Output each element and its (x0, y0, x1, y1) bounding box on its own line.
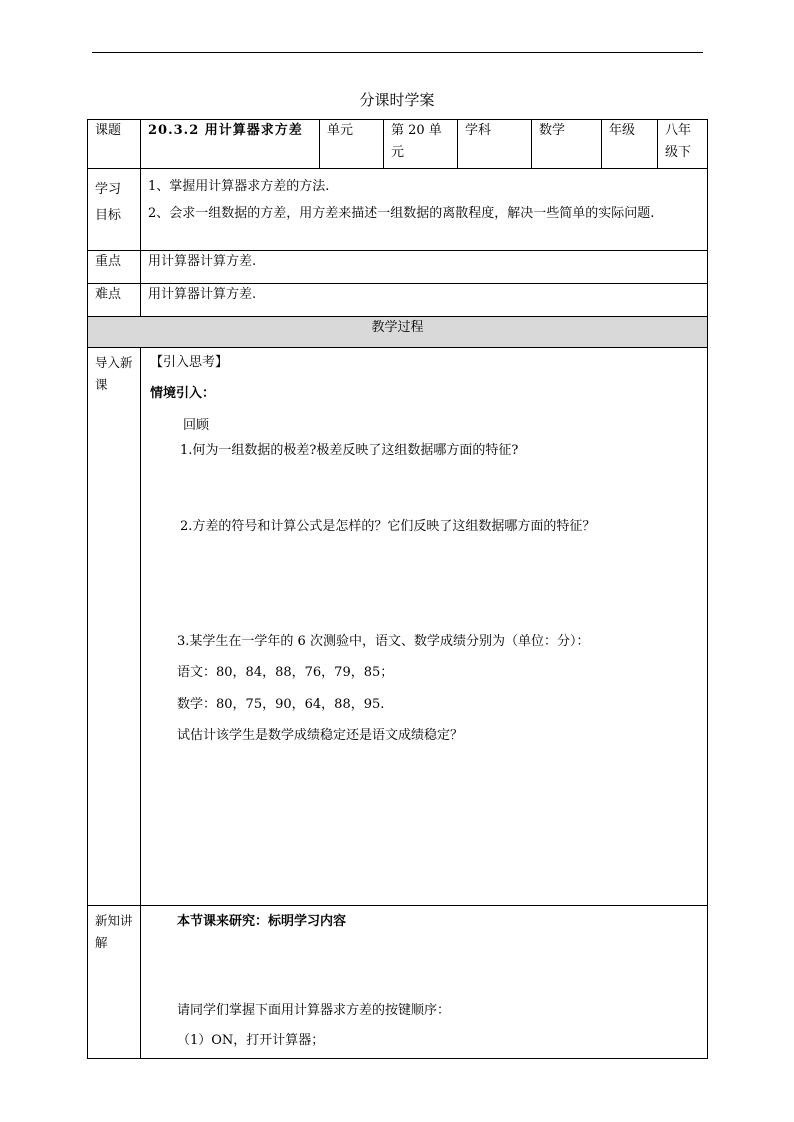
subject-value: 数学 (532, 120, 602, 169)
grade-label: 年级 (602, 120, 658, 169)
step-1: （1）ON，打开计算器； (177, 1033, 325, 1048)
document-title: 分课时学案 (359, 91, 435, 109)
scenario-label: 情境引入： (150, 386, 216, 401)
process-title: 教学过程 (88, 317, 708, 348)
topic-label: 课题 (88, 120, 141, 169)
intro-content (141, 348, 708, 906)
process-header-row (88, 317, 708, 348)
new-knowledge-label: 新知讲解 (88, 906, 141, 1059)
unit-value: 第 20 单元 (384, 120, 458, 169)
estimate-question: 试估计该学生是数学成绩稳定还是语文成绩稳定？ (177, 728, 464, 743)
intro-heading: 【引入思考】 (150, 355, 229, 370)
difficulty-label: 难点 (88, 284, 141, 317)
key-point-label: 重点 (88, 251, 141, 284)
key-sequence-instruction: 请同学们掌握下面用计算器求方差的按键顺序： (177, 1003, 451, 1018)
question-1: 1.何为一组数据的极差?极差反映了这组数据哪方面的特征? (180, 443, 519, 458)
intro-row (88, 348, 708, 906)
review-label: 回顾 (183, 418, 210, 433)
difficulty-value: 用计算器计算方差. (141, 284, 708, 317)
goal-item: 1、掌握用计算器求方差的方法. (148, 179, 330, 194)
goals-content (141, 169, 708, 251)
topic-value: 20.3.2 用计算器求方差 (141, 120, 320, 169)
key-point-row (88, 251, 708, 284)
new-knowledge-content (141, 906, 708, 1059)
chinese-scores: 语文：80，84，88，76，79，85； (177, 665, 394, 680)
header-rule (92, 52, 703, 53)
subject-label: 学科 (458, 120, 532, 169)
question-2: 2.方差的符号和计算公式是怎样的？它们反映了这组数据哪方面的特征？ (180, 519, 596, 534)
key-point-value: 用计算器计算方差. (141, 251, 708, 284)
grade-value: 八年级下 (658, 120, 708, 169)
unit-label: 单元 (320, 120, 384, 169)
header-row (88, 120, 708, 169)
new-knowledge-row (88, 906, 708, 1059)
goals-label: 学习目标 (88, 169, 141, 251)
new-knowledge-heading: 本节课来研究：标明学习内容 (177, 914, 347, 929)
math-scores: 数学：80，75，90，64，88，95. (177, 697, 385, 712)
question-3: 3.某学生在一学年的 6 次测验中，语文、数学成绩分别为（单位：分）： (177, 634, 590, 649)
intro-label: 导入新课 (88, 348, 141, 906)
difficulty-row (88, 284, 708, 317)
goal-item: 2、会求一组数据的方差，用方差来描述一组数据的离散程度，解决一些简单的实际问题. (148, 206, 655, 221)
goals-row (88, 169, 708, 251)
lesson-plan-table (87, 119, 708, 1059)
